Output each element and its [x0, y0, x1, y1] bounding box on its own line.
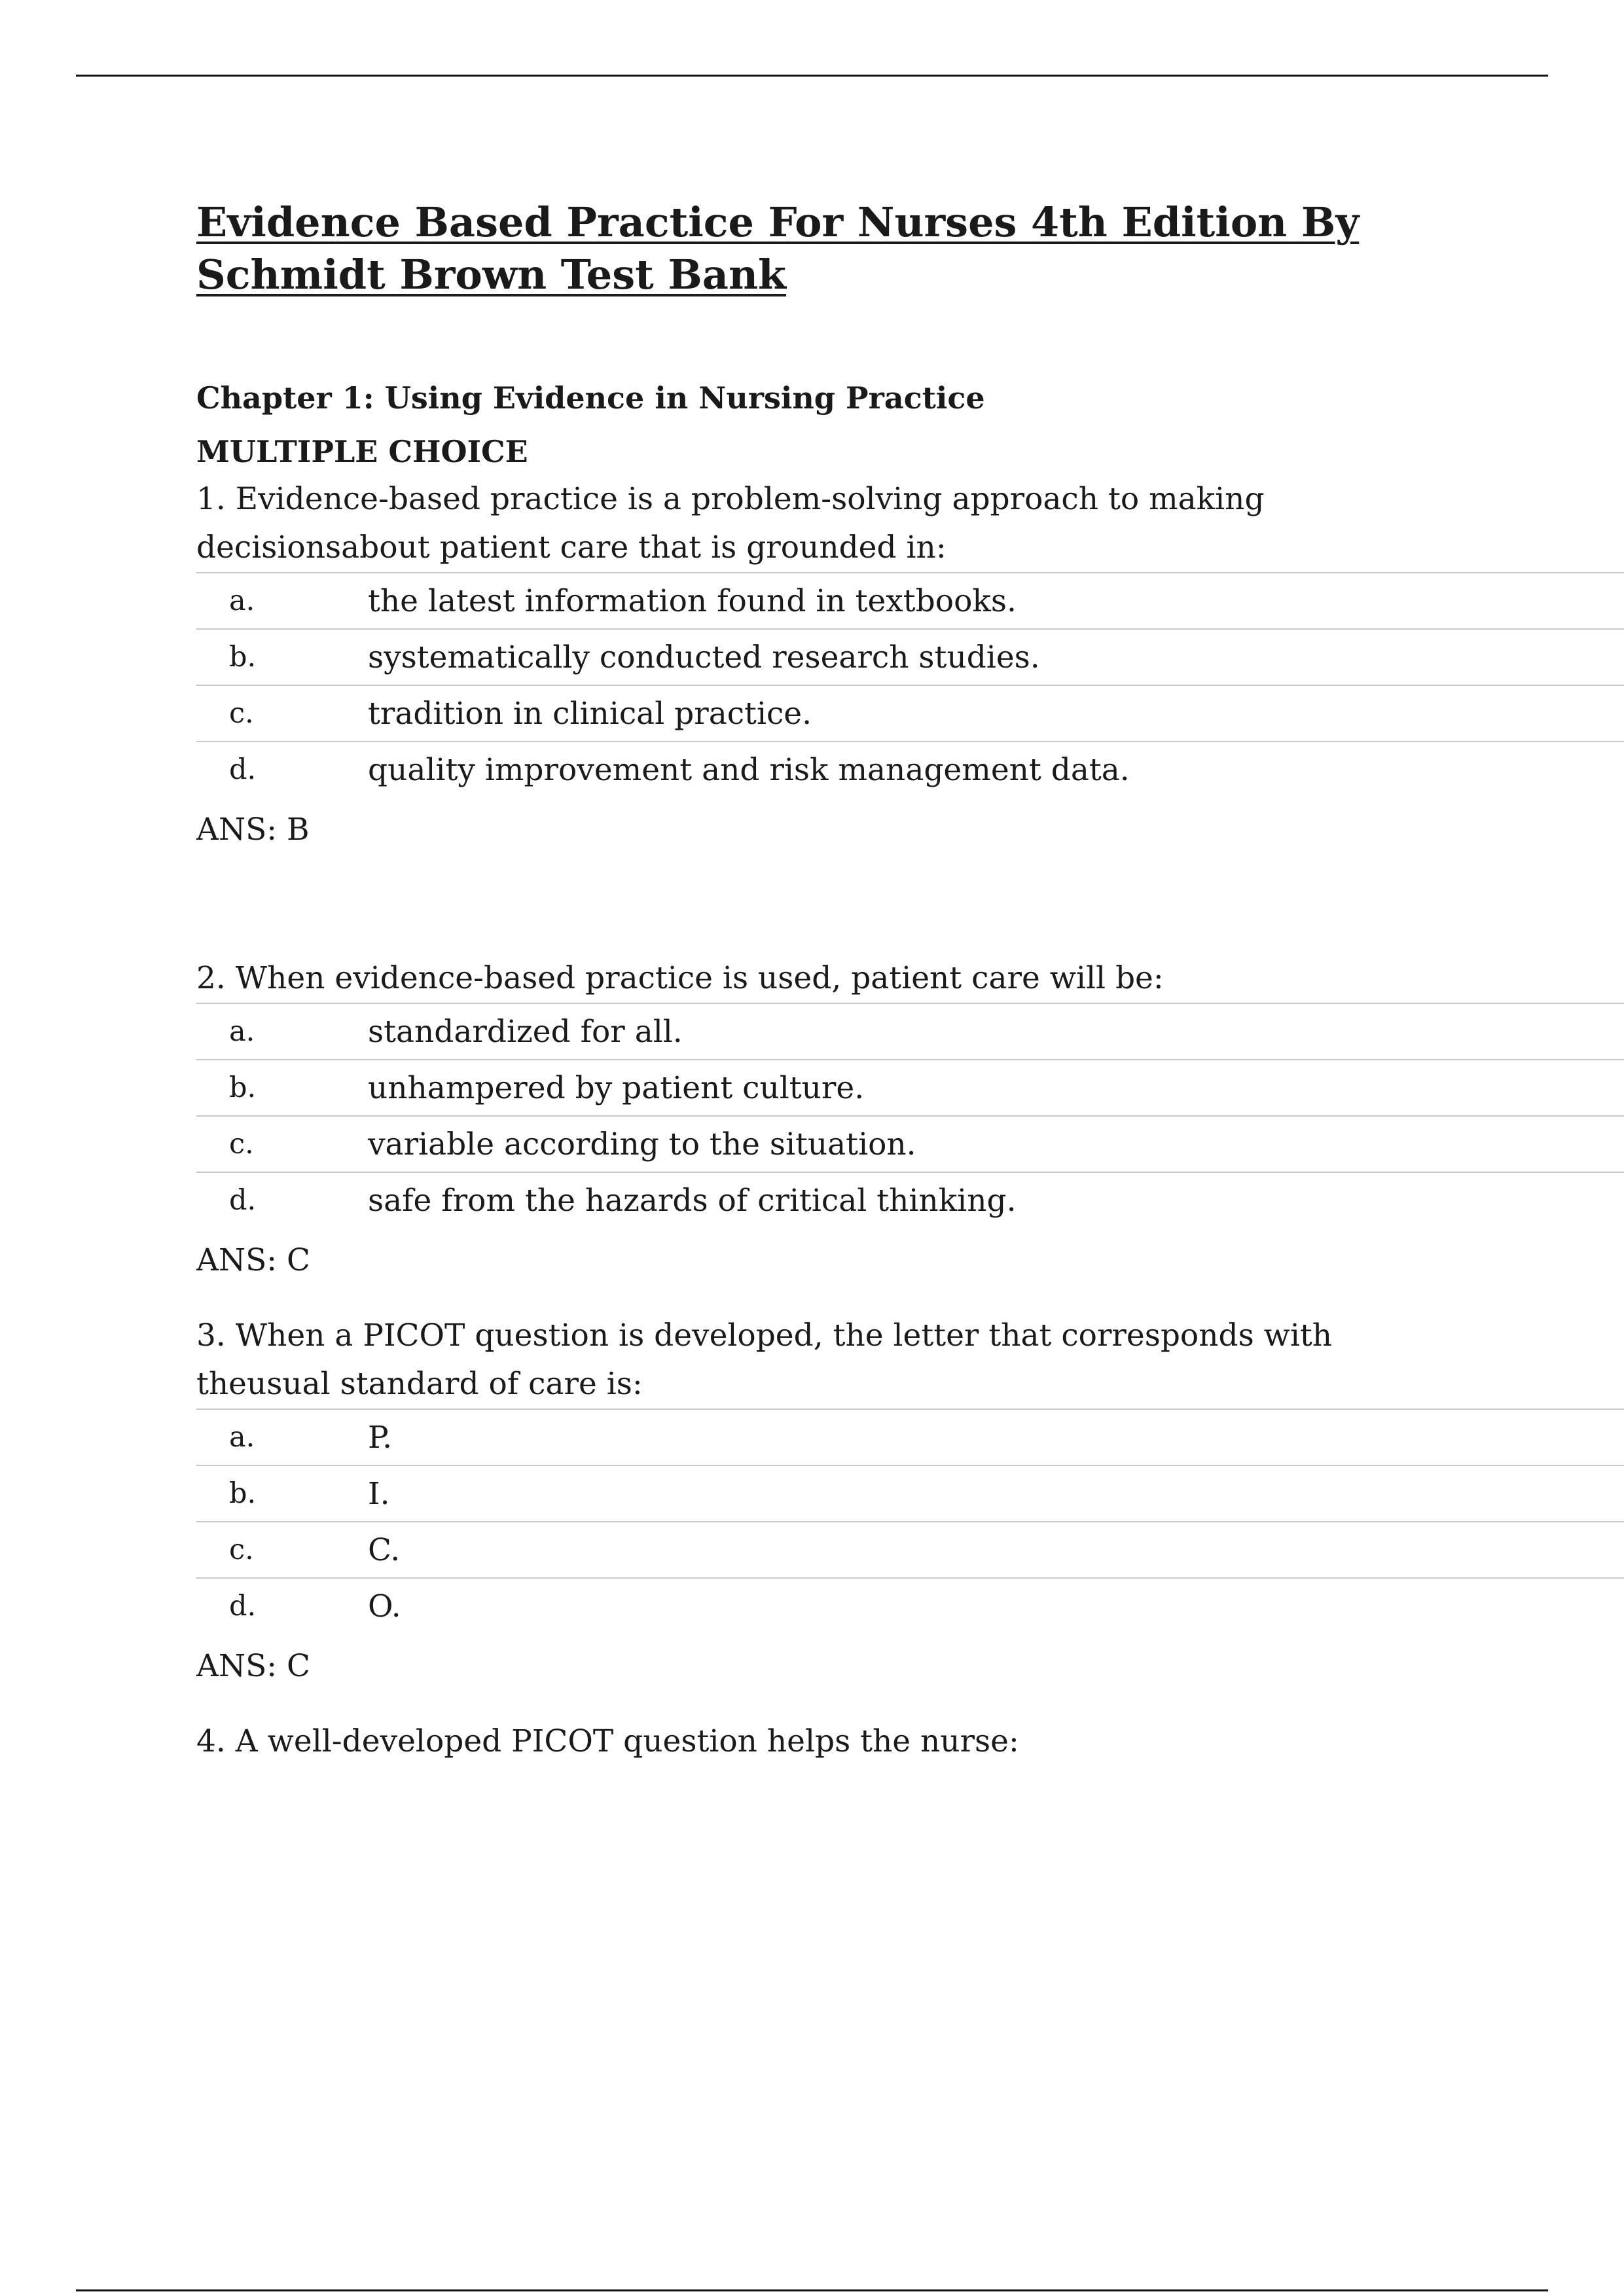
option-text: safe from the hazards of critical thinking. — [368, 1182, 1017, 1219]
option-text: unhampered by patient culture. — [368, 1069, 865, 1106]
option-letter: a. — [229, 584, 255, 617]
option-row — [196, 1522, 1624, 1579]
option-text: systematically conducted research studies. — [368, 639, 1040, 675]
question-4-text: 4. A well-developed PICOT question helps the nurse: — [196, 1723, 1019, 1759]
option-row — [196, 573, 1624, 630]
question-3-answer: ANS: C — [196, 1648, 311, 1684]
option-row — [196, 1579, 1624, 1634]
option-row — [196, 1004, 1624, 1060]
option-letter: d. — [229, 1184, 257, 1217]
option-row — [196, 1466, 1624, 1522]
question-1-options — [196, 572, 1624, 797]
option-row — [196, 1173, 1624, 1228]
option-text: I. — [368, 1475, 390, 1512]
option-row — [196, 742, 1624, 797]
question-1-answer: ANS: B — [196, 812, 310, 848]
question-2-options — [196, 1003, 1624, 1228]
question-3-text: 3. When a PICOT question is developed, the letter that corresponds with theusual standard of care is: — [196, 1318, 1333, 1402]
option-letter: b. — [229, 1071, 257, 1104]
option-row — [196, 686, 1624, 742]
option-letter: c. — [229, 1128, 254, 1160]
option-text: quality improvement and risk management data. — [368, 751, 1130, 788]
option-text: P. — [368, 1419, 393, 1456]
question-1-text: 1. Evidence-based practice is a problem-solving approach to making decisionsabout patient care that is grounded in: — [196, 481, 1265, 565]
option-text: the latest information found in textbooks. — [368, 583, 1017, 619]
option-letter: c. — [229, 1534, 254, 1566]
option-letter: d. — [229, 1590, 257, 1623]
footer-rule — [76, 2289, 1548, 2291]
option-letter: d. — [229, 753, 257, 786]
option-row — [196, 630, 1624, 686]
question-3-options — [196, 1408, 1624, 1634]
option-letter: b. — [229, 641, 257, 673]
option-letter: b. — [229, 1477, 257, 1510]
option-row — [196, 1410, 1624, 1466]
header-rule — [76, 75, 1548, 77]
option-row — [196, 1060, 1624, 1117]
page-content — [196, 196, 1624, 1766]
option-text: O. — [368, 1588, 401, 1624]
option-letter: a. — [229, 1421, 255, 1454]
option-text: C. — [368, 1532, 401, 1568]
option-row — [196, 1117, 1624, 1173]
question-2-answer: ANS: C — [196, 1242, 311, 1278]
option-text: standardized for all. — [368, 1013, 683, 1050]
chapter-heading: Chapter 1: Using Evidence in Nursing Practice — [196, 380, 985, 416]
document-title: Evidence Based Practice For Nurses 4th Edition By Schmidt Brown Test Bank — [196, 198, 1360, 298]
section-heading: MULTIPLE CHOICE — [196, 434, 528, 469]
question-2-text: 2. When evidence-based practice is used, patient care will be: — [196, 960, 1164, 996]
option-text: variable according to the situation. — [368, 1126, 916, 1162]
option-letter: c. — [229, 697, 254, 730]
option-letter: a. — [229, 1015, 255, 1048]
option-text: tradition in clinical practice. — [368, 695, 812, 732]
